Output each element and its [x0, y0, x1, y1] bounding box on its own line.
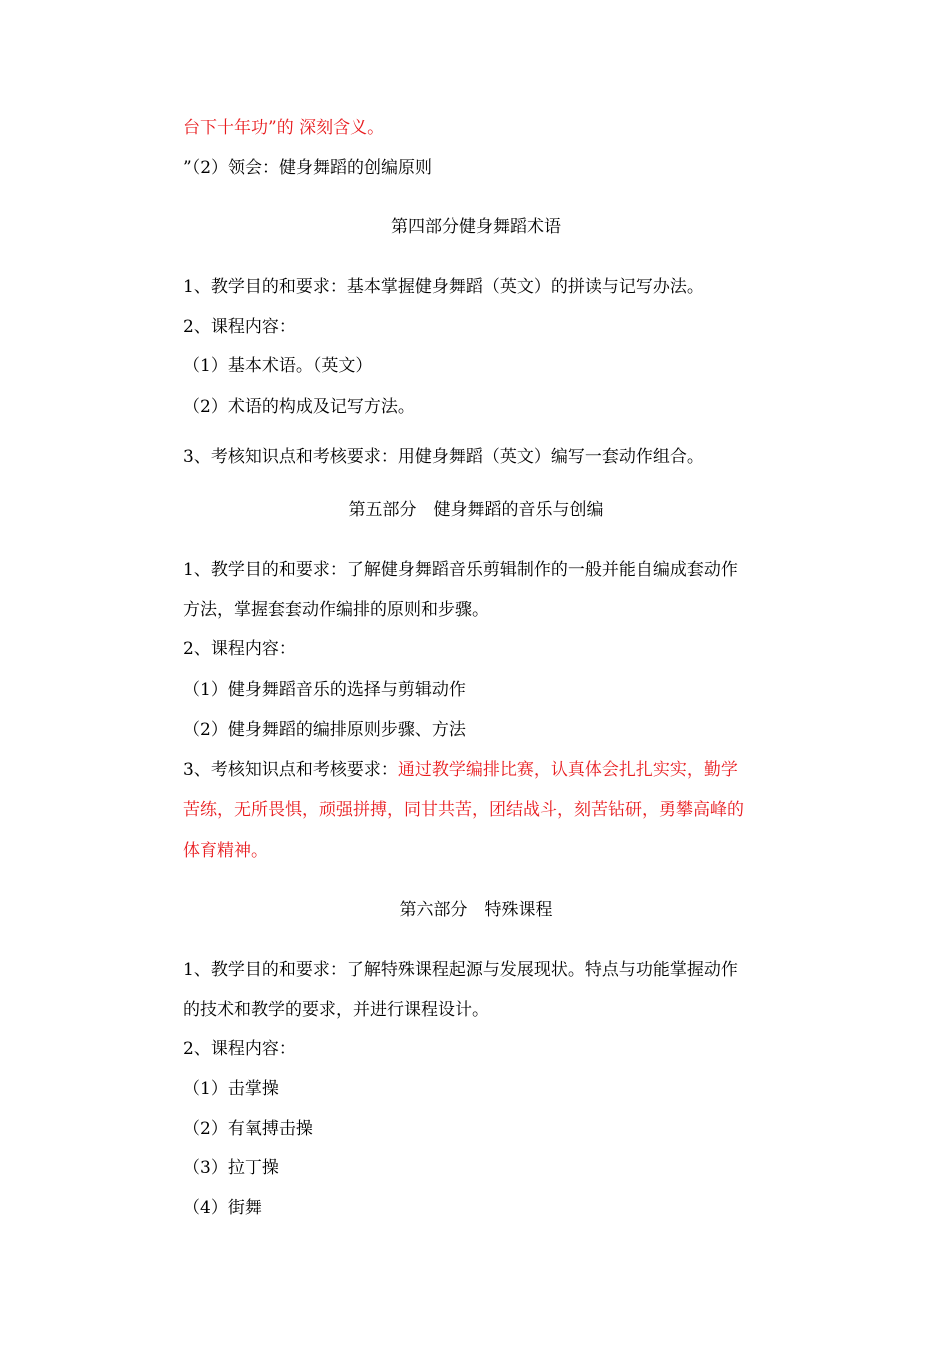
- part4-sub2: （2）术语的构成及记写方法。: [183, 397, 415, 417]
- part6-sub1: （1）击掌操: [183, 1079, 279, 1099]
- part6-sub2: （2）有氧搏击操: [183, 1119, 313, 1139]
- part6-item1-line1: 1、教学目的和要求：了解特殊课程起源与发展现状。特点与功能掌握动作: [183, 960, 738, 980]
- part5-item3-line2: 苦练，无所畏惧，顽强拼搏，同甘共苦，团结战斗，刻苦钻研，勇攀高峰的: [183, 800, 744, 820]
- part4-heading: 第四部分健身舞蹈术语: [391, 217, 561, 237]
- part4-item3: 3、考核知识点和考核要求：用健身舞蹈（英文）编写一套动作组合。: [183, 447, 704, 467]
- part5-item3-line3: 体育精神。: [183, 841, 268, 861]
- part6-item2: 2、课程内容：: [183, 1039, 296, 1059]
- part5-item3-label: 3、考核知识点和考核要求：: [183, 760, 398, 780]
- part4-sub1: （1）基本术语。（英文）: [183, 356, 373, 376]
- continuation-line-red: 台下十年功”的 深刻含义。: [183, 118, 385, 138]
- part5-heading: 第五部分 健身舞蹈的音乐与创编: [348, 500, 604, 520]
- part6-item1-line2: 的技术和教学的要求，并进行课程设计。: [183, 1000, 489, 1020]
- part5-item3-highlight: 通过教学编排比赛，认真体会扎扎实实，勤学: [397, 760, 738, 780]
- part5-item1-line2: 方法，掌握套套动作编排的原则和步骤。: [183, 600, 489, 620]
- part5-item1-line1: 1、教学目的和要求：了解健身舞蹈音乐剪辑制作的一般并能自编成套动作: [183, 560, 738, 580]
- part6-sub3: （3）拉丁操: [183, 1158, 279, 1178]
- part5-item3-line1: [183, 758, 738, 782]
- part5-item2: 2、课程内容：: [183, 639, 296, 659]
- part6-sub4: （4）街舞: [183, 1198, 262, 1218]
- part4-item2: 2、课程内容：: [183, 317, 296, 337]
- continuation-line: ”（2）领会：健身舞蹈的创编原则: [183, 158, 433, 178]
- part5-sub2: （2）健身舞蹈的编排原则步骤、方法: [183, 720, 466, 740]
- part4-item1: 1、教学目的和要求：基本掌握健身舞蹈（英文）的拼读与记写办法。: [183, 277, 704, 297]
- part5-sub1: （1）健身舞蹈音乐的选择与剪辑动作: [183, 680, 466, 700]
- part6-heading: 第六部分 特殊课程: [399, 900, 553, 920]
